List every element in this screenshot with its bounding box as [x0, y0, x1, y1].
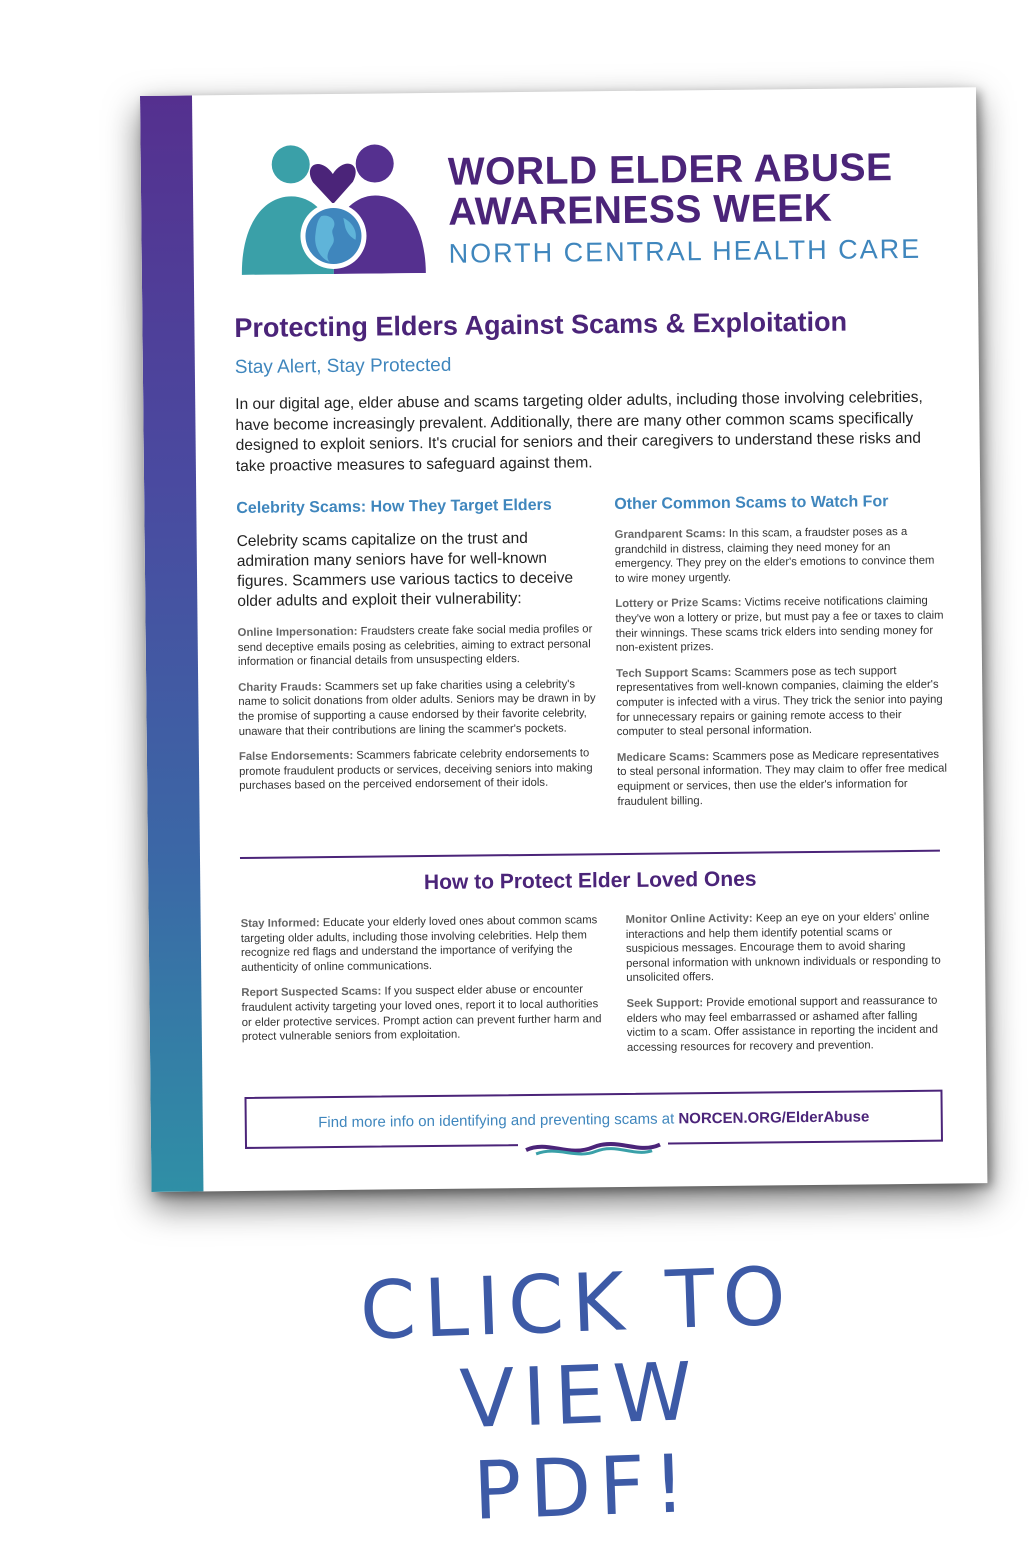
item-text: In this scam, a fraudster poses as a grandchild in distress, claiming they need money for an emergency. They prey on the elder's emotions to convince them to wire money urgently. — [614, 525, 935, 585]
item-label: Tech Support Scams: — [616, 666, 732, 680]
item-label: Grandparent Scams: — [614, 527, 726, 542]
item-label: Report Suspected Scams: — [241, 985, 382, 1000]
pdf-preview-sheet[interactable] — [140, 87, 987, 1192]
protect-item — [626, 910, 947, 986]
page-title: Protecting Elders Against Scams & Exploitation — [234, 306, 848, 344]
item-text: Scammers fabricate celebrity endorsements to promote fraudulent products or services, deceiving seniors into making purchases based on the perceived endorsement of their idols. — [239, 747, 593, 793]
other-scam-item — [615, 594, 946, 656]
item-text: Victims receive notifications claiming they've won a lottery or prize, but must pay a fee or taxes to claim their winnings. These scams trick elders into sending money for non-existent prizes. — [615, 595, 944, 655]
item-text: Scammers set up fake charities using a celebrity's name to solicit donations from older adults. Seniors may be drawn in by the promise of supporting a cause endorsed by their favorite celebrity, unaware that their contributions are lining the scammer's pockets. — [238, 678, 596, 738]
sheet-content — [192, 87, 987, 1191]
item-label: Lottery or Prize Scams: — [615, 597, 742, 611]
item-label: Online Impersonation: — [237, 625, 358, 640]
item-text: Keep an eye on your elders' online interactions and help them identify potential scams or suspicious messages. Encourage them to avoid sharing personal information with unknown individuals or responding to unsolicited offers. — [625, 910, 941, 985]
click-line-1: CLICK TO — [358, 1249, 796, 1358]
other-scam-item — [615, 525, 946, 587]
item-text: Educate your elderly loved ones about common scams targeting older adults, including those involving celebrities. Help them recognize red flags and understand the importance of verifying the authenticity of online communications. — [240, 914, 598, 974]
item-text: If you suspect elder abuse or encounter fraudulent activity targeting your loved ones, report it to local authorities or elder protective services. Prompt action can prevent further harm and protect vulnerable seniors from exploitation. — [241, 983, 602, 1044]
protect-item — [241, 983, 602, 1045]
logo-line-1: WORLD ELDER ABUSE — [447, 146, 893, 194]
item-label: Charity Frauds: — [238, 680, 322, 694]
intro-paragraph: In our digital age, elder abuse and scams targeting older adults, including those involving celebrities, have become increasingly prevalent. Additionally, there are many other common scams specifically designed to exploit seniors. It's crucial for seniors and their caregivers to understand these risks and take proactive measures to safeguard against them. — [235, 388, 923, 475]
item-label: False Endorsements: — [238, 749, 354, 764]
wave-ornament-icon — [518, 1135, 668, 1161]
page-subtitle: Stay Alert, Stay Protected — [234, 354, 452, 379]
other-scam-item — [617, 747, 948, 809]
celebrity-scam-item — [238, 622, 598, 670]
item-text: Scammers pose as Medicare representatives to steal personal information. They may claim to offer free medical equipment or services, then use the elder's information for fraudulent billing. — [617, 748, 948, 808]
celebrity-scams-heading: Celebrity Scams: How They Target Elders — [236, 496, 552, 518]
more-info-label: Find more info on identifying and preventing scams at — [318, 1110, 679, 1132]
protect-left-column — [241, 913, 602, 1056]
item-label: Monitor Online Activity: — [625, 912, 753, 926]
elder-abuse-logo-icon — [232, 133, 433, 275]
norcen-link[interactable]: NORCEN.ORG/ElderAbuse — [678, 1108, 870, 1128]
item-label: Medicare Scams: — [616, 750, 710, 764]
celebrity-scam-item — [238, 677, 599, 739]
celebrity-scam-item — [239, 746, 599, 794]
other-scam-item — [616, 663, 947, 739]
section-divider — [240, 850, 940, 859]
click-to-view-pdf-link[interactable] — [335, 1250, 824, 1542]
logo-organization: NORTH CENTRAL HEALTH CARE — [448, 233, 922, 269]
protect-heading: How to Protect Elder Loved Ones — [423, 867, 757, 895]
other-scams-heading: Other Common Scams to Watch For — [614, 493, 889, 514]
item-text: Fraudsters create fake social media profiles or send deceptive emails posing as celebrities, aiming to extract personal information or financial details from unsuspecting elders. — [237, 623, 593, 669]
celebrity-scams-lead: Celebrity scams capitalize on the trust and admiration many seniors have for well-known figures. Scammers use various tactics to deceive older adults and exploit their vulnerability: — [236, 529, 574, 611]
logo-line-2: AWARENESS WEEK — [448, 186, 833, 234]
item-label: Seek Support: — [626, 997, 704, 1010]
item-text: Scammers pose as tech support representatives from well-known companies, claiming the elder's computer is infected with a virus. They trick the senior into paying for unnecessary repairs or gaining remote access to their computer to steal personal information. — [616, 664, 943, 739]
celebrity-scams-section — [236, 496, 599, 805]
more-info-text — [247, 1108, 941, 1132]
item-text: Provide emotional support and reassurance to elders who may feel embarrassed or ashamed after falling victim to a scam. Offer assistance in reporting the incident and accessing resources for recovery and prevention. — [626, 994, 939, 1054]
protect-item — [626, 994, 947, 1056]
item-label: Stay Informed: — [240, 917, 320, 930]
click-line-2: VIEW PDF! — [458, 1344, 702, 1538]
other-scams-section — [614, 493, 947, 821]
protect-right-column — [626, 910, 948, 1067]
logo-title — [448, 147, 969, 269]
protect-item — [241, 913, 602, 975]
